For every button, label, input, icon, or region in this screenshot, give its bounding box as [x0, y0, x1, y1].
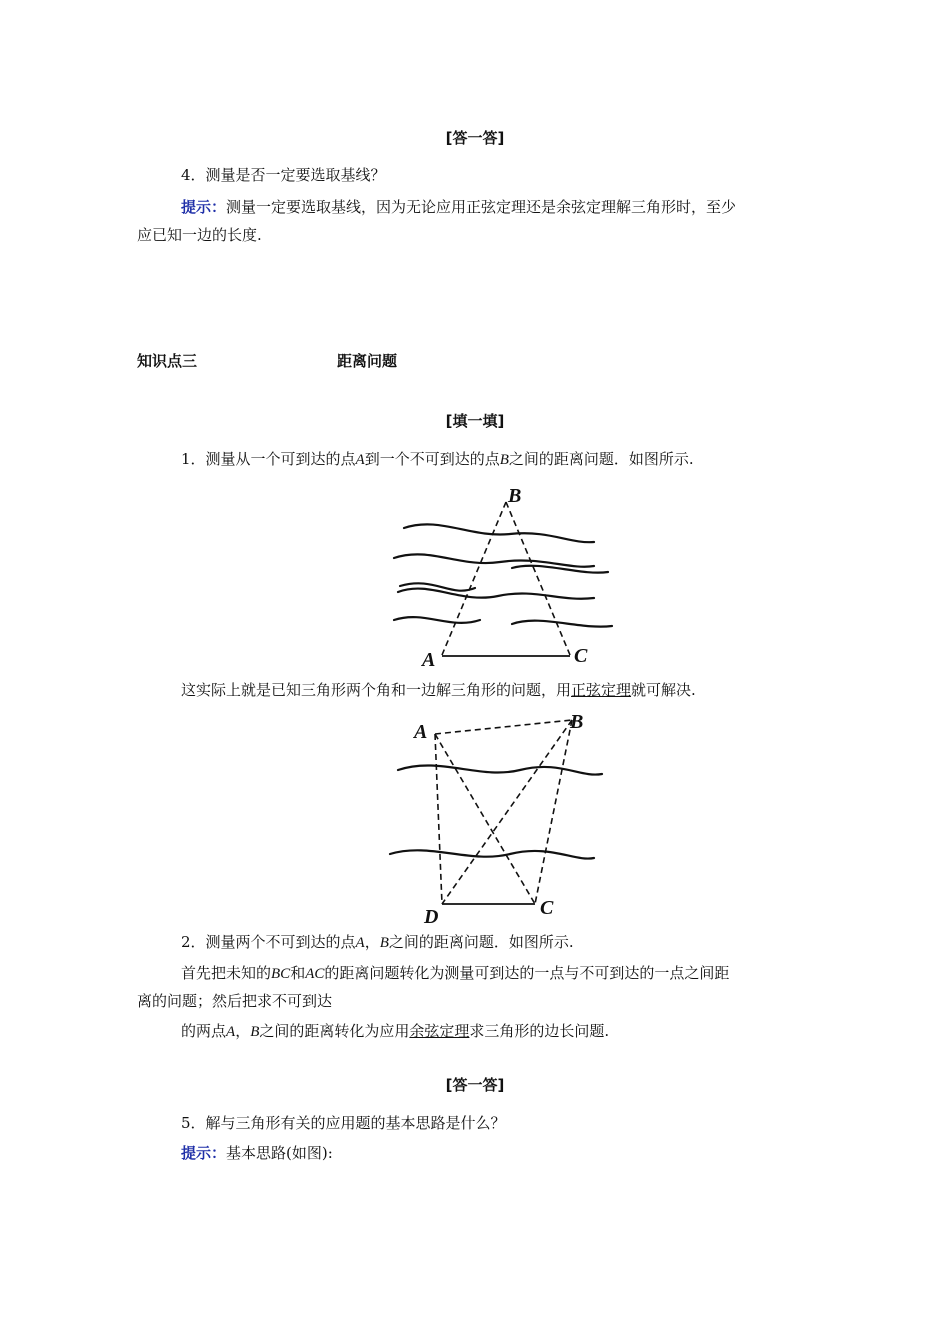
label-d: D	[424, 906, 439, 928]
para-point-a: A	[226, 1024, 236, 1040]
hint-text: 测量一定要选取基线，因为无论应用正弦定理还是余弦定理解三角形时，至少	[226, 198, 737, 216]
para-line-3	[181, 1020, 609, 1043]
item-2	[181, 931, 574, 954]
river-banks	[390, 765, 602, 858]
figure-1-triangle	[380, 480, 630, 675]
para-l3-pre: 的两点	[181, 1022, 227, 1040]
item1-point-b: B	[499, 452, 509, 468]
line-post: 就可解决.	[631, 681, 696, 699]
hint-label: 提示：	[181, 198, 227, 216]
label-a: A	[422, 649, 436, 671]
hint-line-2: 应已知一边的长度.	[137, 226, 262, 244]
item1-point-a: A	[355, 452, 365, 468]
label-a: A	[414, 721, 428, 743]
label-b: B	[508, 485, 522, 507]
sine-law-term: 正弦定理	[571, 681, 632, 699]
para-l3-post: 求三角形的边长问题.	[469, 1022, 610, 1040]
dashed-sides	[442, 502, 570, 655]
line-pre: 这实际上就是已知三角形两个角和一边解三角形的问题，用	[181, 681, 572, 699]
item2-point-a: A	[355, 935, 365, 951]
item1-pre: 1．测量从一个可到达的点	[181, 450, 356, 468]
section-title-right: 距离问题	[337, 352, 398, 370]
item2-post: 之间的距离问题．如图所示.	[388, 933, 574, 951]
hint-line-1	[181, 196, 736, 218]
item1-mid: 到一个不可到达的点	[364, 450, 500, 468]
label-c: C	[574, 645, 588, 667]
para-l1-and: 和	[290, 964, 306, 982]
label-b: B	[570, 711, 584, 733]
item2-pre: 2．测量两个不可到达的点	[181, 933, 356, 951]
hint-text-2: 基本思路(如图):	[226, 1144, 333, 1162]
para-l3-mid: 之间的距离转化为应用	[259, 1022, 410, 1040]
para-comma: ，	[235, 1022, 251, 1040]
para-line-1	[181, 962, 729, 985]
fill-heading: [填一填]	[445, 412, 505, 430]
para-line-2: 离的问题；然后把求不可到达	[137, 992, 333, 1010]
hint-label-2: 提示：	[181, 1144, 227, 1162]
item-1	[181, 448, 694, 471]
cosine-law-term: 余弦定理	[409, 1022, 470, 1040]
item1-post: 之间的距离问题．如图所示.	[508, 450, 694, 468]
line-after-fig1	[181, 679, 696, 701]
question-4: 4．测量是否一定要选取基线？	[181, 166, 386, 184]
section-title-left: 知识点三	[137, 352, 198, 370]
label-c: C	[540, 897, 554, 919]
river-waves	[394, 524, 612, 626]
para-l1-post: 的距离问题转化为测量可到达的一点与不可到达的一点之间距	[324, 964, 730, 982]
para-l1-pre: 首先把未知的	[181, 964, 272, 982]
question-5: 5．解与三角形有关的应用题的基本思路是什么？	[181, 1114, 506, 1132]
figure-2-quadrilateral	[380, 708, 620, 933]
segment-bc: BC	[271, 966, 291, 982]
item2-comma: ，	[364, 933, 380, 951]
para-point-b: B	[250, 1024, 260, 1040]
dashed-lines	[435, 720, 572, 904]
answer-heading-2: [答一答]	[445, 1076, 505, 1094]
segment-ac: AC	[305, 966, 325, 982]
item2-point-b: B	[379, 935, 389, 951]
answer-heading-1: [答一答]	[445, 129, 505, 147]
hint-line-3	[181, 1142, 333, 1164]
